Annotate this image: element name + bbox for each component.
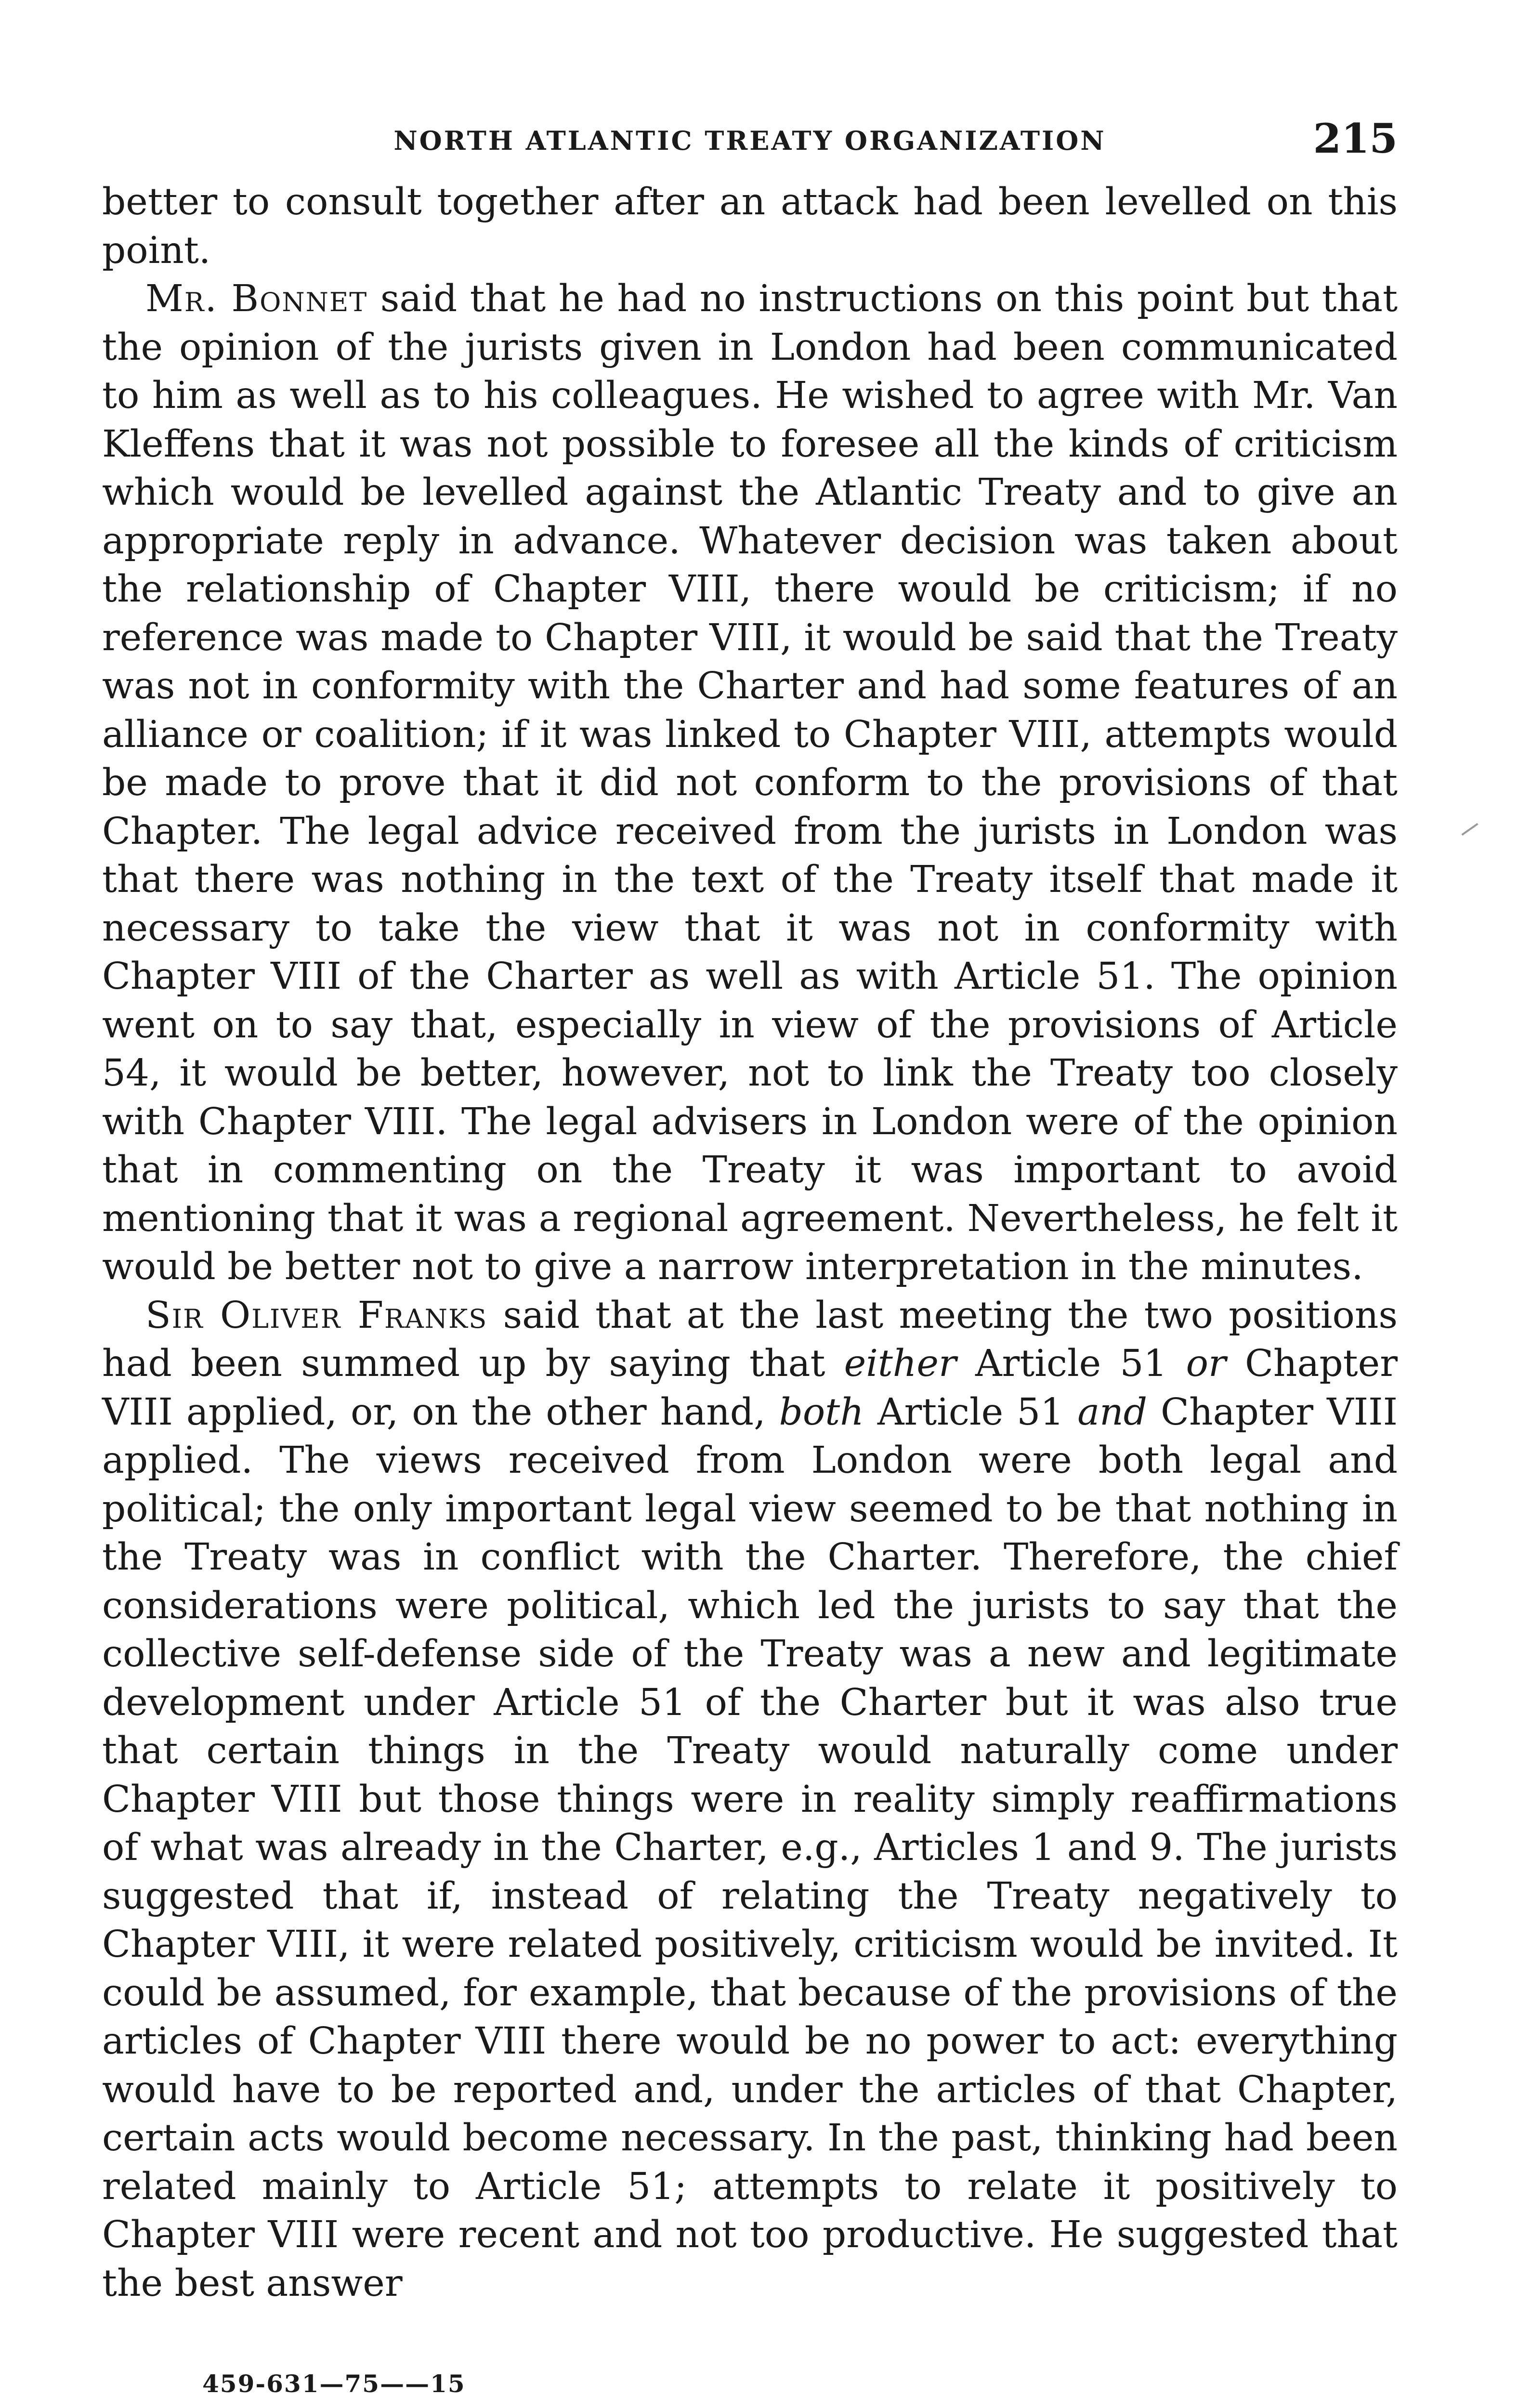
print-code: 459-631—75——15 [202,2369,466,2398]
emphasis-and: and [1077,1390,1148,1434]
paragraph-text: better to consult together after an attack had been levelled on this point. [102,181,1398,272]
emphasis-either: either [844,1342,956,1385]
running-header [102,111,1398,178]
emphasis-both: both [779,1390,864,1434]
speaker-name: Sir Oliver Franks [145,1294,488,1337]
paragraph-text: Article 51 [956,1342,1186,1385]
paragraph-text: Article 51 [864,1390,1078,1434]
paragraph-text: said that at the last meeting the two positions had been summed up by saying that [102,1294,1398,1385]
running-title: NORTH ATLANTIC TREATY ORGANIZATION [393,125,1106,156]
paragraph-text: Chapter VIII applied. The views received from London were both legal and political; the only important legal view seemed to be that nothing in the Treaty was in conflict with the Charter. Therefore, the chief considerations were political, which led the jurists to say that the collective self-defense side of the Treaty was a new and legitimate development under Article 51 of the Charter but it was also true that certain things in the Treaty would naturally come under Chapter VIII but those things were in reality simply reaffirmations of what was already in the Charter, e.g., Articles 1 and 9. The jurists suggested that if, instead of relating the Treaty negatively to Chapter VIII, it were related positively, criticism would be invited. It could be assumed, for example, that because of the provisions of the articles of Chapter VIII there would be no power to act: everything would have to be reported and, under the articles of that Chapter, certain acts would become necessary. In the past, thinking had been related mainly to Article 51; attempts to relate it positively to Chapter VIII were recent and not too productive. He suggested that the best answer [102,1390,1398,2305]
emphasis-or: or [1186,1342,1226,1385]
body-text [102,178,1398,2308]
margin-mark [1461,823,1478,836]
paragraph-bonnet [102,275,1398,1292]
paragraph-text: Chapter VIII applied, or, on the other hand, [102,1342,1398,1434]
paragraph-continuation [102,178,1398,275]
speaker-name: Mr. Bonnet [145,277,368,320]
document-page [102,111,1398,2308]
paragraph-text: said that he had no instructions on this point but that the opinion of the jurists given in London had been communicated to him as well as to his colleagues. He wished to agree with Mr. Van Kleffens that it was not possible to foresee all the kinds of criticism which would be levelled against the Atlantic Treaty and to give an appropriate reply in advance. Whatever decision was taken about the relationship of Chapter VIII, there would be criticism; if no reference was made to Chapter VIII, it would be said that the Treaty was not in conformity with the Charter and had some features of an alliance or coalition; if it was linked to Chapter VIII, attempts would be made to prove that it did not conform to the provisions of that Chapter. The legal advice received from the jurists in London was that there was nothing in the text of the Treaty itself that made it necessary to take the view that it was not in conformity with Chapter VIII of the Charter as well as with Article 51. The opinion went on to say that, especially in view of the provisions of Article 54, it would be better, however, not to link the Treaty too closely with Chapter VIII. The legal advisers in London were of the opinion that in commenting on the Treaty it was important to avoid mentioning that it was a regional agreement. Nevertheless, he felt it would be better not to give a narrow interpretation in the minutes. [102,277,1398,1288]
paragraph-franks [102,1292,1398,2308]
page-number: 215 [1313,115,1398,162]
